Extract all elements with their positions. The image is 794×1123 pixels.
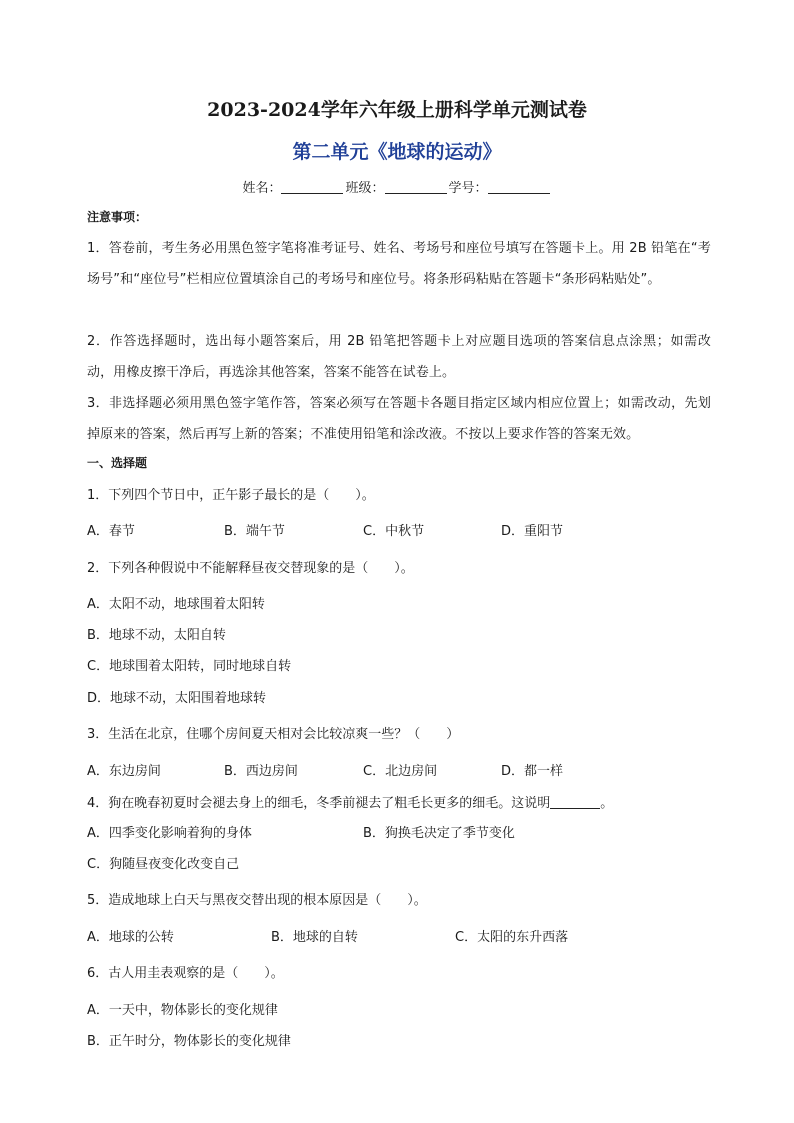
note-item-2: 2．作答选择题时，选出每小题答案后，用 2B 铅笔把答题卡上对应题目选项的答案信息点涂黑；如需改动，用橡皮擦干净后，再选涂其他答案，答案不能答在试卷上。	[87, 334, 711, 380]
q5-option-a: A．地球的公转	[87, 930, 174, 945]
question-2-stem: 2．下列各种假说中不能解释昼夜交替现象的是（ ）。	[87, 561, 414, 576]
question-5-stem: 5．造成地球上白天与黑夜交替出现的根本原因是（ ）。	[87, 893, 427, 908]
q2-option-b: B．地球不动，太阳自转	[87, 628, 226, 643]
q5-option-b: B．地球的自转	[271, 930, 358, 945]
name-blank	[281, 181, 343, 194]
unit-subtitle: 第二单元《地球的运动》	[292, 141, 502, 163]
q3-option-b: B．西边房间	[224, 764, 298, 779]
q1-option-c: C．中秋节	[363, 524, 425, 539]
q6-option-a: A．一天中，物体影长的变化规律	[87, 1003, 278, 1018]
class-blank	[385, 181, 447, 194]
question-4-end: 。	[600, 796, 614, 811]
q4-option-c: C．狗随昼夜变化改变自己	[87, 857, 240, 872]
question-6-stem: 6．古人用圭表观察的是（ ）。	[87, 966, 284, 981]
question-1-stem: 1．下列四个节日中，正午影子最长的是（ ）。	[87, 488, 375, 503]
answer-blank	[550, 796, 600, 809]
q3-option-d: D．都一样	[501, 764, 564, 779]
q2-option-d: D．地球不动，太阳围着地球转	[87, 691, 267, 706]
id-blank	[488, 181, 550, 194]
q3-option-a: A．东边房间	[87, 764, 161, 779]
id-label: 学号：	[448, 181, 488, 196]
q1-option-d: D．重阳节	[501, 524, 564, 539]
student-info-row	[0, 177, 794, 196]
q5-option-c: C．太阳的东升西落	[455, 930, 569, 945]
note-item-3: 3．非选择题必须用黑色签字笔作答，答案必须写在答题卡各题目指定区域内相应位置上；如需改动，先划掉原来的答案，然后再写上新的答案；不准使用铅笔和涂改液。不按以上要求作答的答案无效。	[87, 396, 711, 442]
section-heading: 一、选择题	[87, 456, 148, 470]
q2-option-c: C．地球围着太阳转，同时地球自转	[87, 659, 292, 674]
q4-option-b: B．狗换毛决定了季节变化	[363, 826, 515, 841]
exam-title: 2023-2024学年六年级上册科学单元测试卷	[207, 99, 587, 121]
q1-option-b: B．端午节	[224, 524, 285, 539]
q6-option-b: B．正午时分，物体影长的变化规律	[87, 1034, 291, 1049]
class-label: 班级：	[345, 181, 385, 196]
q1-option-a: A．春节	[87, 524, 135, 539]
question-4-stem	[87, 792, 613, 811]
q2-option-a: A．太阳不动，地球围着太阳转	[87, 597, 265, 612]
question-3-stem: 3．生活在北京，住哪个房间夏天相对会比较凉爽一些？（ ）	[87, 727, 460, 742]
q4-option-a: A．四季变化影响着狗的身体	[87, 826, 252, 841]
question-4-text: 4．狗在晚春初夏时会褪去身上的细毛，冬季前褪去了粗毛长更多的细毛。这说明	[87, 796, 551, 811]
name-label: 姓名：	[242, 181, 282, 196]
notes-heading: 注意事项：	[87, 210, 148, 224]
note-item-1: 1．答卷前，考生务必用黑色签字笔将准考证号、姓名、考场号和座位号填写在答题卡上。用 2B 铅笔在“考场号”和“座位号”栏相应位置填涂自己的考场号和座位号。将条形码粘贴在答题卡“条形码粘贴处”。	[87, 241, 711, 287]
q3-option-c: C．北边房间	[363, 764, 438, 779]
